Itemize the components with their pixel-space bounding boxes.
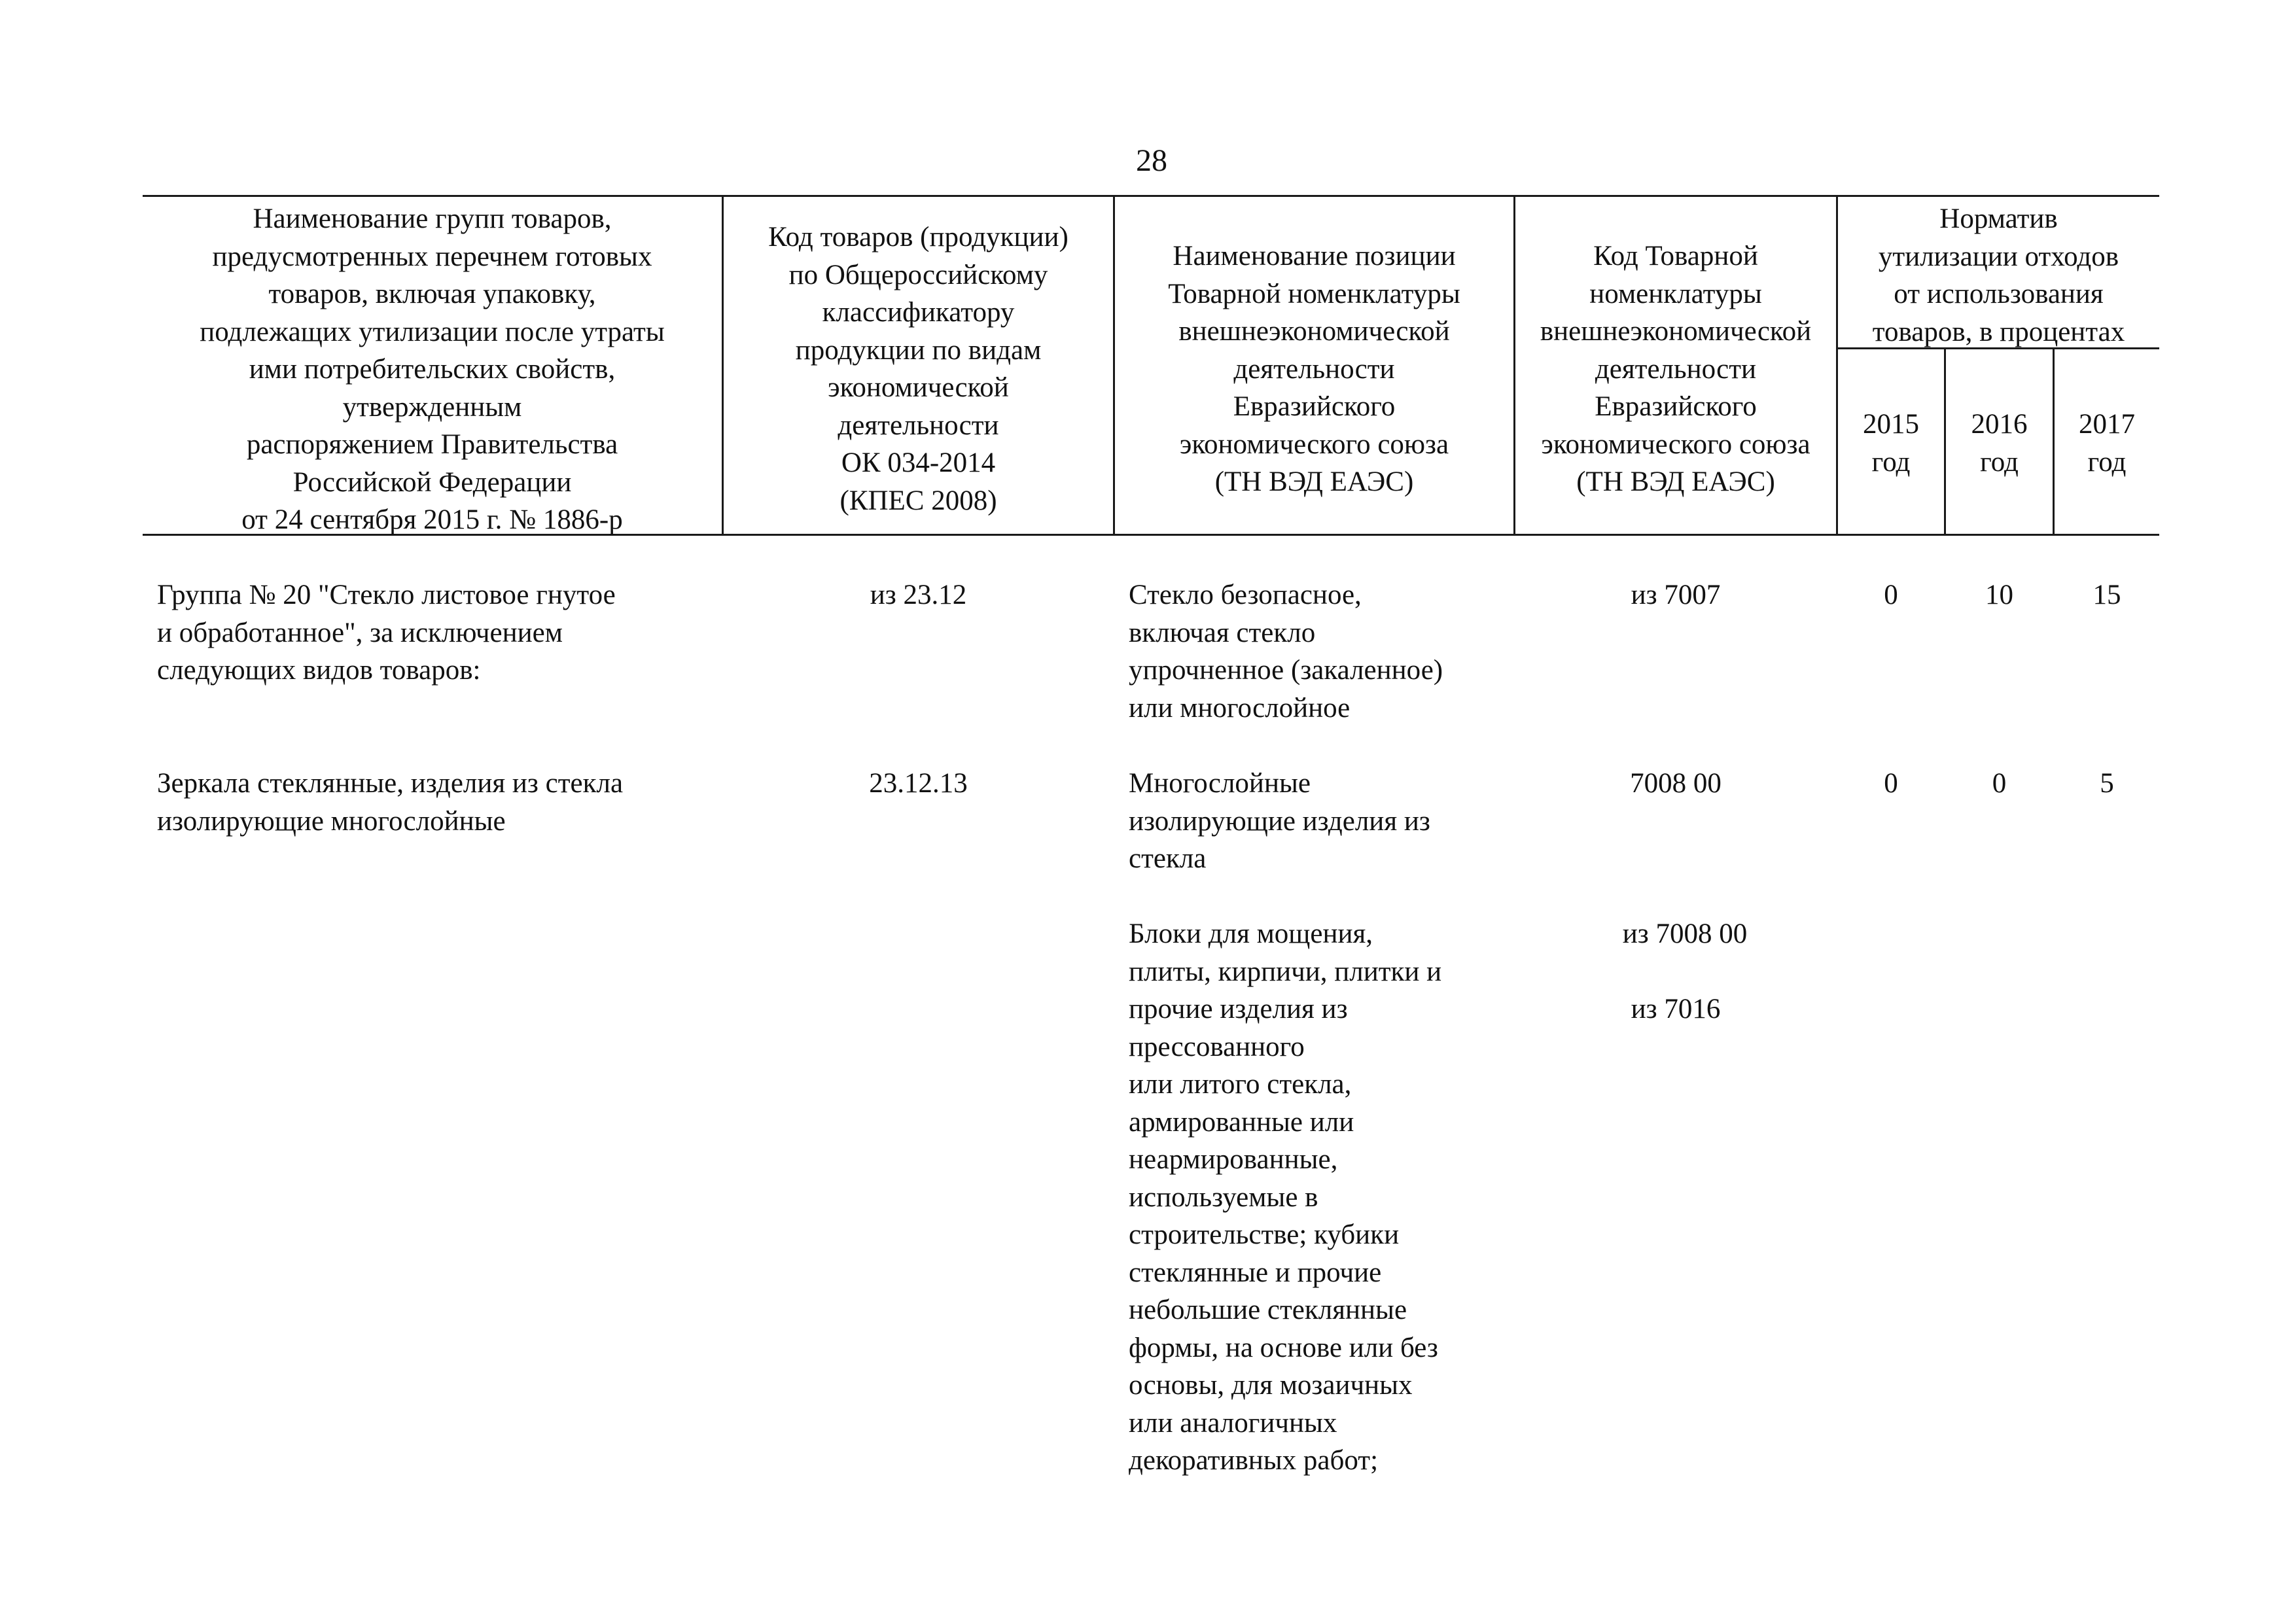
header-year-2016: 2016 год	[1971, 409, 2028, 478]
row-tnved-code: из 7007	[1631, 580, 1721, 610]
header-year-2015: 2015 год	[1863, 409, 1919, 478]
row-tnved-code: из 7008 00	[1622, 918, 1748, 949]
row-okpd-code: 23.12.13	[869, 768, 968, 799]
row-goods-group: Зеркала стеклянные, изделия из стекла изолирующие многослойные	[157, 768, 624, 837]
row-tnved-name: Блоки для мощения, плиты, кирпичи, плитки и прочие изделия из прессованного или литого стекла, армированные или неармированные, используемые в строительстве; кубики стеклянные и прочие небольшие стеклянные формы, на основе или без основы, для мозаичных или аналогичных декоративных работ;	[1129, 918, 1442, 1476]
header-tnved-code: Код Товарной номенклатуры внешнеэкономической деятельности Евразийского экономического союза (ТН ВЭД ЕАЭС)	[1540, 241, 1812, 497]
row-tnved-code: 7008 00	[1630, 768, 1722, 799]
row-tnved-name: Стекло безопасное, включая стекло упрочненное (закаленное) или многослойное	[1129, 580, 1443, 724]
page-number: 28	[1136, 143, 1167, 178]
row-norm-2015: 0	[1884, 768, 1898, 799]
row-norm-2016: 0	[1992, 768, 2007, 799]
row-norm-2017: 15	[2093, 580, 2121, 610]
row-okpd-code: из 23.12	[870, 580, 967, 610]
row-norm-2017: 5	[2100, 768, 2114, 799]
row-norm-2015: 0	[1884, 580, 1898, 610]
row-tnved-code: из 7016	[1631, 994, 1721, 1024]
row-norm-2016: 10	[1985, 580, 2013, 610]
header-goods-group: Наименование групп товаров, предусмотренных перечнем готовых товаров, включая упаковку, подлежащих утилизации после утраты ими потребительских свойств, утвержденным распоряжением Правительства Российской Федерации от 24 сентября 2015 г. № 1886-р	[200, 203, 665, 535]
row-tnved-name: Многослойные изолирующие изделия из стекла	[1129, 768, 1430, 874]
header-top-rule	[143, 195, 2159, 197]
row-goods-group: Группа № 20 "Стекло листовое гнутое и обработанное", за исключением следующих видов товаров:	[157, 580, 616, 686]
header-okpd-code: Код товаров (продукции) по Общероссийскому классификатору продукции по видам экономической деятельности ОК 034-2014 (КПЕС 2008)	[768, 222, 1069, 516]
header-tnved-name: Наименование позиции Товарной номенклатуры внешнеэкономической деятельности Евразийского экономического союза (ТН ВЭД ЕАЭС)	[1168, 241, 1460, 497]
header-year-2017: 2017 год	[2079, 409, 2135, 478]
header-norm-group: Норматив утилизации отходов от использования товаров, в процентах	[1872, 203, 2125, 347]
